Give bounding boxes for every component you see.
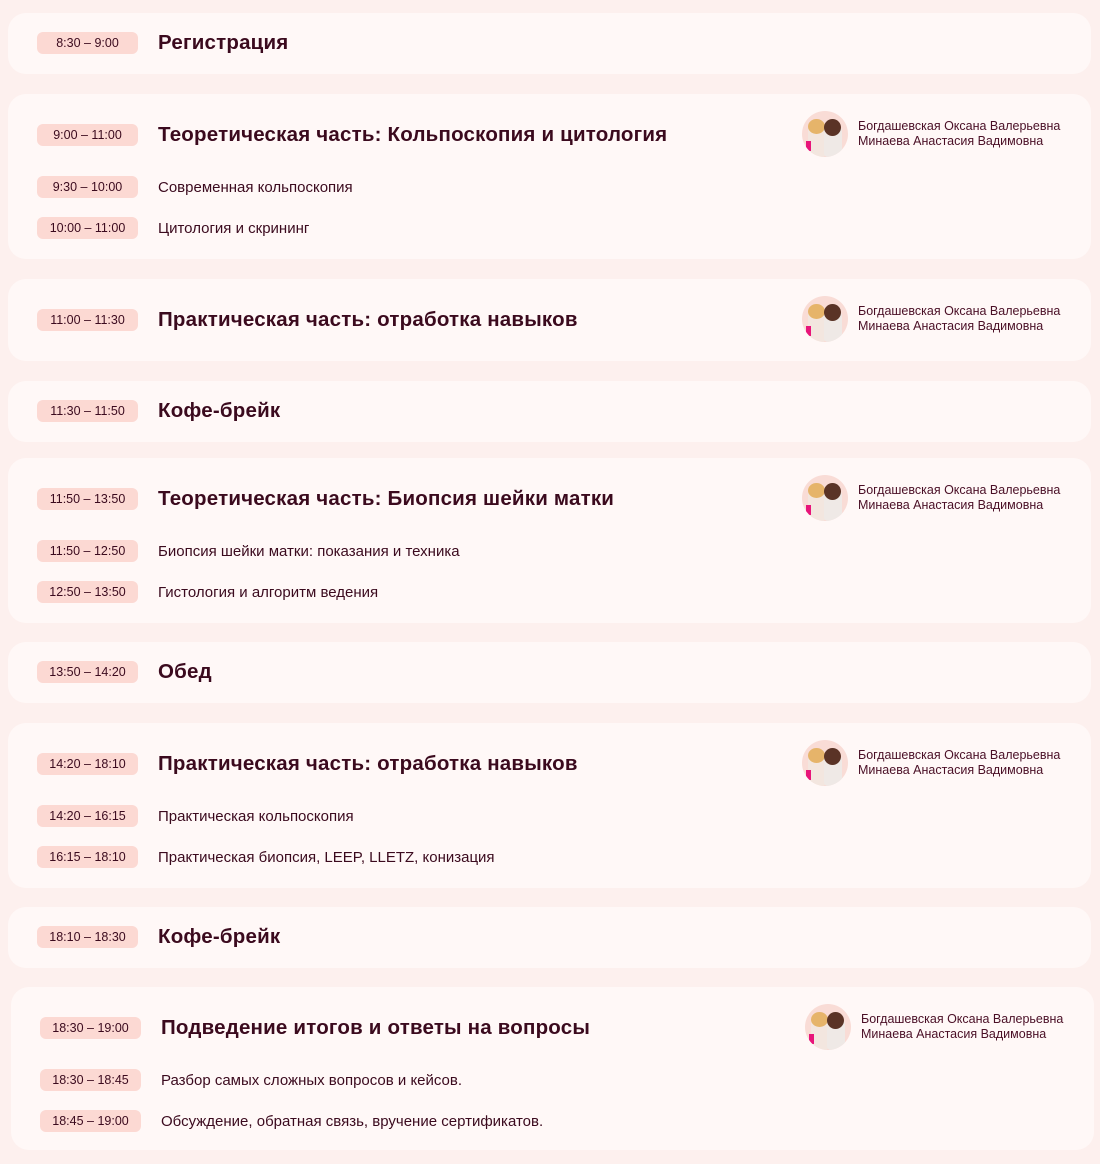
time-badge: 18:10 – 18:30 [37, 926, 138, 948]
time-badge: 14:20 – 16:15 [37, 805, 138, 827]
sub-item-title: Биопсия шейки матки: показания и техника [158, 542, 460, 560]
sub-item [37, 536, 460, 566]
time-badge: 11:30 – 11:50 [37, 400, 138, 422]
sub-item-title: Разбор самых сложных вопросов и кейсов. [161, 1071, 463, 1089]
time-badge: 14:20 – 18:10 [37, 753, 138, 775]
schedule-card [8, 381, 1091, 442]
session-header [37, 120, 667, 150]
speaker-name: Богдашевская Оксана Валерьевна [858, 748, 1061, 762]
speakers [802, 296, 1060, 342]
schedule-card [8, 279, 1091, 361]
sub-item [40, 1106, 543, 1136]
schedule-card [8, 723, 1091, 888]
sub-item [37, 172, 353, 202]
speaker-name: Богдашевская Оксана Валерьевна [861, 1012, 1064, 1026]
speakers-avatar [802, 111, 848, 157]
session-title: Регистрация [158, 31, 289, 54]
speaker-name: Минаева Анастасия Вадимовна [858, 498, 1044, 512]
time-badge: 16:15 – 18:10 [37, 846, 138, 868]
speaker-names [858, 304, 1060, 334]
speaker-names [858, 483, 1060, 513]
sub-item-title: Гистология и алгоритм ведения [158, 583, 379, 601]
session-title: Кофе-брейк [158, 925, 281, 948]
speaker-names [861, 1012, 1063, 1042]
session-header [40, 1013, 590, 1043]
speakers [805, 1004, 1063, 1050]
time-badge: 18:30 – 19:00 [40, 1017, 141, 1039]
session-title: Обед [158, 660, 212, 683]
speakers-avatar [802, 740, 848, 786]
speaker-names [858, 748, 1060, 778]
time-badge: 11:50 – 13:50 [37, 488, 138, 510]
schedule-card [8, 458, 1091, 623]
session-title: Практическая часть: отработка навыков [158, 308, 578, 331]
session-header [37, 484, 614, 514]
sub-item-title: Практическая кольпоскопия [158, 807, 354, 825]
session-title: Кофе-брейк [158, 399, 281, 422]
sub-item-title: Цитология и скрининг [158, 219, 310, 237]
time-badge: 11:50 – 12:50 [37, 540, 138, 562]
time-badge: 10:00 – 11:00 [37, 217, 138, 239]
speaker-name: Богдашевская Оксана Валерьевна [858, 483, 1061, 497]
schedule-card [8, 94, 1091, 259]
speakers [802, 475, 1060, 521]
sub-item-title: Обсуждение, обратная связь, вручение сертификатов. [161, 1112, 544, 1130]
speakers [802, 111, 1060, 157]
speakers-avatar [802, 296, 848, 342]
speakers [802, 740, 1060, 786]
speaker-name: Богдашевская Оксана Валерьевна [858, 119, 1061, 133]
sub-item-title: Современная кольпоскопия [158, 178, 353, 196]
time-badge: 12:50 – 13:50 [37, 581, 138, 603]
sub-item [37, 577, 378, 607]
session-title: Подведение итогов и ответы на вопросы [161, 1016, 591, 1039]
speaker-name: Минаева Анастасия Вадимовна [861, 1027, 1047, 1041]
session-header [37, 922, 280, 952]
schedule-card [8, 642, 1091, 703]
time-badge: 18:45 – 19:00 [40, 1110, 141, 1132]
session-header [37, 749, 578, 779]
time-badge: 8:30 – 9:00 [37, 32, 138, 54]
schedule-card [8, 907, 1091, 968]
session-title: Практическая часть: отработка навыков [158, 752, 578, 775]
session-header [37, 657, 212, 687]
session-title: Теоретическая часть: Кольпоскопия и цитология [158, 123, 668, 146]
session-title: Теоретическая часть: Биопсия шейки матки [158, 487, 615, 510]
session-header [37, 28, 288, 58]
sub-item-title: Практическая биопсия, LEEP, LLETZ, конизация [158, 848, 495, 866]
speaker-name: Минаева Анастасия Вадимовна [858, 134, 1044, 148]
sub-item [40, 1065, 462, 1095]
speaker-name: Минаева Анастасия Вадимовна [858, 319, 1044, 333]
speakers-avatar [805, 1004, 851, 1050]
sub-item [37, 842, 495, 872]
time-badge: 18:30 – 18:45 [40, 1069, 141, 1091]
time-badge: 13:50 – 14:20 [37, 661, 138, 683]
time-badge: 9:00 – 11:00 [37, 124, 138, 146]
speaker-name: Богдашевская Оксана Валерьевна [858, 304, 1061, 318]
session-header [37, 396, 280, 426]
speakers-avatar [802, 475, 848, 521]
speaker-names [858, 119, 1060, 149]
time-badge: 9:30 – 10:00 [37, 176, 138, 198]
speaker-name: Минаева Анастасия Вадимовна [858, 763, 1044, 777]
time-badge: 11:00 – 11:30 [37, 309, 138, 331]
sub-item [37, 801, 354, 831]
schedule-card [8, 13, 1091, 74]
sub-item [37, 213, 309, 243]
session-header [37, 305, 578, 335]
schedule-card [11, 987, 1094, 1150]
